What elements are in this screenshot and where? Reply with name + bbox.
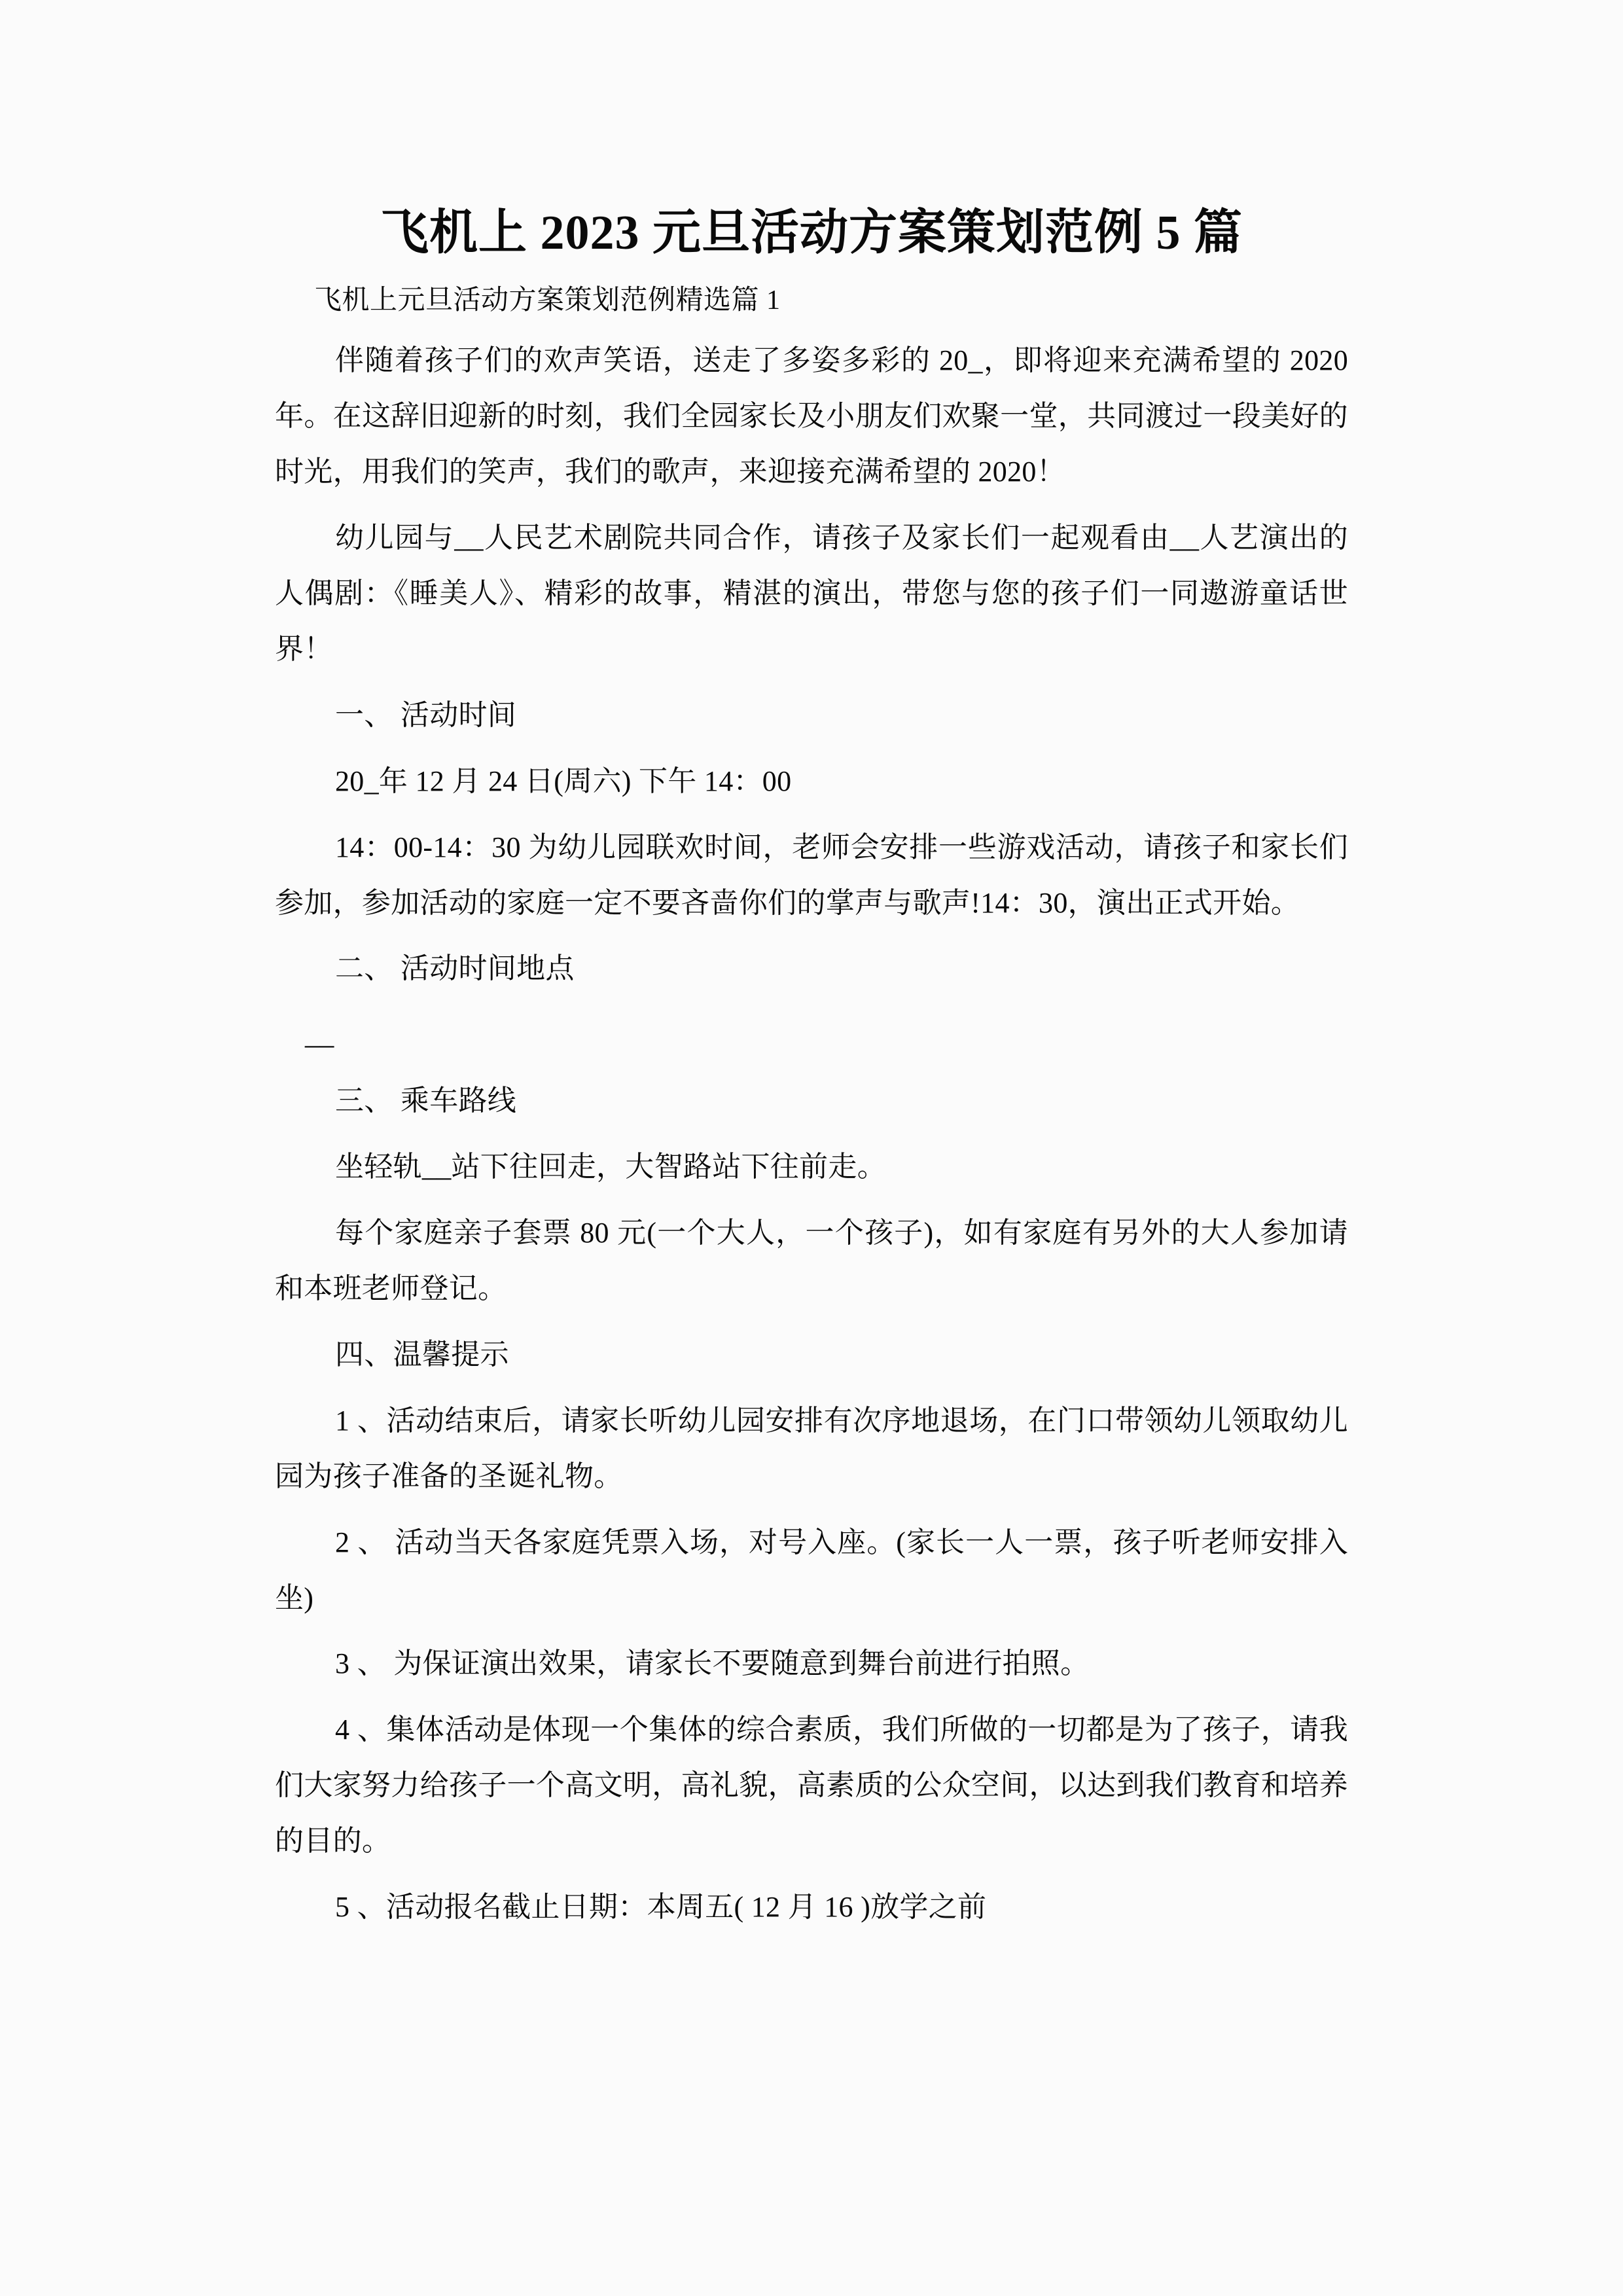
placeholder-blank-location: __ — [305, 1018, 334, 1051]
section-heading-warm-tips: 四、温馨提示 — [335, 1338, 509, 1371]
section-heading-activity-location: 二、 活动时间地点 — [335, 952, 575, 985]
paragraph-tip-3: 3 、 为保证演出效果，请家长不要随意到舞台前进行拍照。 — [335, 1647, 1090, 1680]
paragraph-activity-date: 20_年 12 月 24 日(周六) 下午 14：00 — [335, 764, 792, 797]
page-title: 飞机上 2023 元旦活动方案策划范例 5 篇 — [380, 206, 1243, 260]
section-heading-transit-route: 三、 乘车路线 — [335, 1085, 517, 1117]
paragraph-transit-route: 坐轻轨__站下往回走，大智路站下往前走。 — [335, 1151, 886, 1183]
paragraph-tip-2: 2 、 活动当天各家庭凭票入场，对号入座。(家长一人一票，孩子听老师安排入坐) — [275, 1526, 1348, 1614]
paragraph-intro-2: 幼儿园与__人民艺术剧院共同合作，请孩子及家长们一起观看由__人艺演出的人偶剧：《睡美人》、精彩的故事，精湛的演出，带您与您的孩子们一同遨游童话世界！ — [275, 522, 1348, 665]
paragraph-tip-5: 5 、活动报名截止日期：本周五( 12 月 16 )放学之前 — [335, 1891, 987, 1924]
paragraph-activity-schedule: 14：00-14：30 为幼儿园联欢时间，老师会安排一些游戏活动，请孩子和家长们参加，参加活动的家庭一定不要吝啬你们的掌声与歌声!14：30，演出正式开始。 — [275, 831, 1348, 919]
document-content — [275, 203, 1348, 1946]
paragraph-intro-1: 伴随着孩子们的欢声笑语，送走了多姿多彩的 20_，即将迎来充满希望的 2020 年。在这辞旧迎新的时刻，我们全园家长及小朋友们欢聚一堂，共同渡过一段美好的时光，用我们的笑声，我们的歌声，来迎接充满希望的 2020！ — [275, 344, 1348, 488]
document-subtitle: 飞机上元旦活动方案策划范例精选篇 1 — [314, 285, 781, 315]
section-heading-activity-time: 一、 活动时间 — [335, 698, 517, 731]
paragraph-ticket-price: 每个家庭亲子套票 80 元(一个大人，一个孩子)，如有家庭有另外的大人参加请和本班老师登记。 — [275, 1217, 1348, 1304]
paragraph-tip-4: 4 、集体活动是体现一个集体的综合素质，我们所做的一切都是为了孩子，请我们大家努力给孩子一个高文明，高礼貌，高素质的公众空间，以达到我们教育和培养的目的。 — [275, 1713, 1348, 1857]
paragraph-tip-1: 1 、活动结束后，请家长听幼儿园安排有次序地退场，在门口带领幼儿领取幼儿园为孩子准备的圣诞礼物。 — [275, 1404, 1348, 1492]
